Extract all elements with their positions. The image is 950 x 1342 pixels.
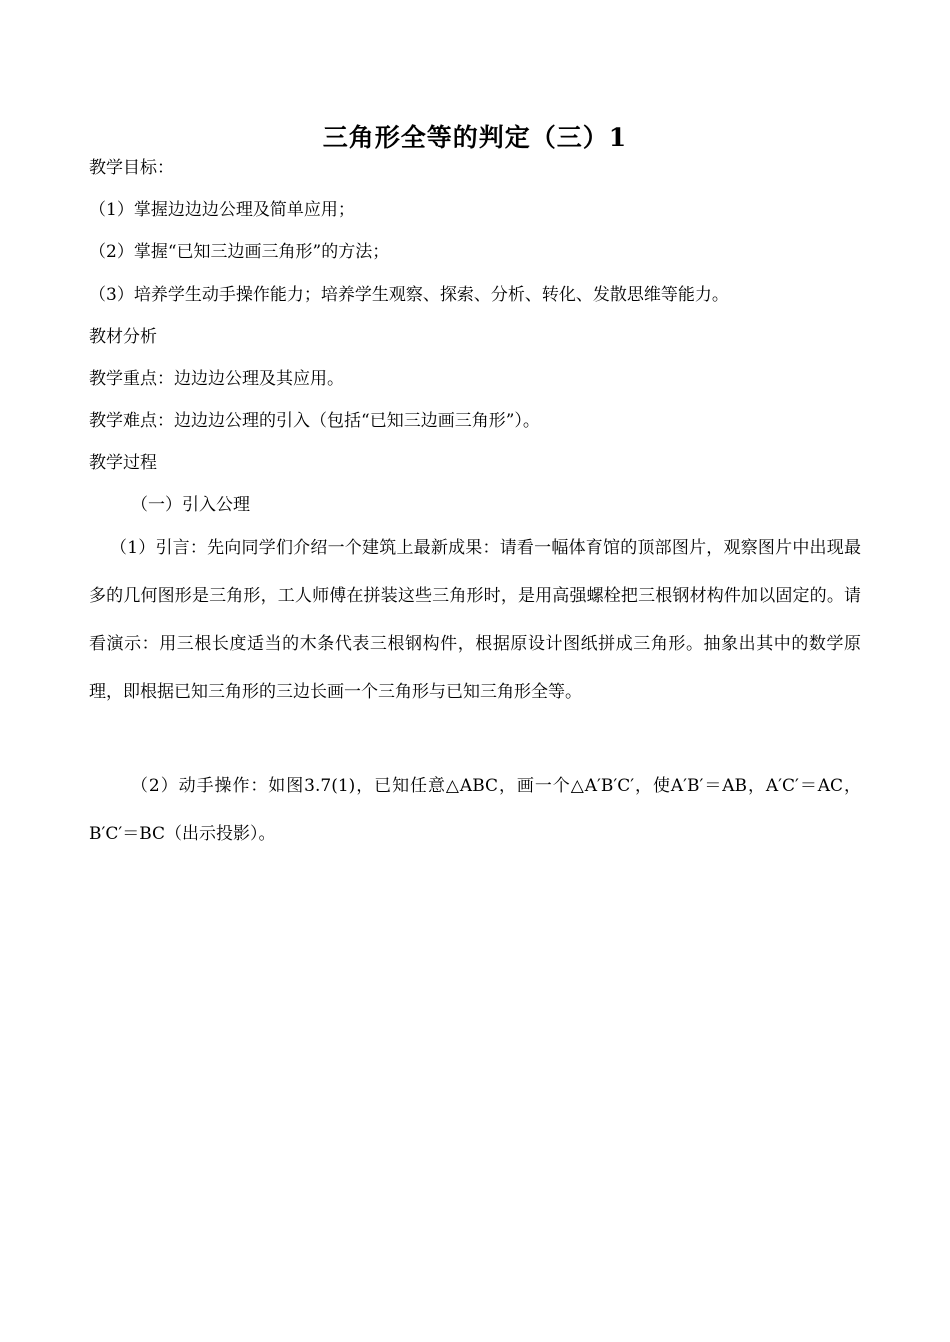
objective-item-3: （3）培养学生动手操作能力；培养学生观察、探索、分析、转化、发散思维等能力。 bbox=[89, 285, 729, 305]
intro-paragraph: （1）引言：先向同学们介绍一个建筑上最新成果：请看一幅体育馆的顶部图片，观察图片中出现最多的几何图形是三角形，工人师傅在拼装这些三角形时，是用高强螺栓把三根钢材构件加以固定的。请看演示：用三根长度适当的木条代表三根钢构件，根据原设计图纸拼成三角形。抽象出其中的数学原理，即根据已知三角形的三边长画一个三角形与已知三角形全等。 bbox=[89, 538, 861, 702]
hands-on-paragraph: （2）动手操作：如图3.7(1)，已知任意△ABC，画一个△A′B′C′，使A′B′＝AB，A′C′＝AC，B′C′＝BC（出示投影）。 bbox=[89, 776, 861, 844]
objectives-heading: 教学目标： bbox=[89, 158, 174, 178]
key-point: 教学重点：边边边公理及其应用。 bbox=[89, 369, 344, 389]
objective-item-1: （1）掌握边边边公理及简单应用； bbox=[89, 200, 355, 220]
objective-item-2: （2）掌握“已知三边画三角形”的方法； bbox=[89, 242, 390, 262]
process-heading: 教学过程 bbox=[89, 453, 157, 473]
analysis-heading: 教材分析 bbox=[89, 327, 157, 347]
document-title: 三角形全等的判定（三）1 bbox=[322, 123, 628, 152]
difficult-point: 教学难点：边边边公理的引入（包括“已知三边画三角形”）。 bbox=[89, 411, 540, 431]
section-heading-introduce-axiom: （一）引入公理 bbox=[131, 495, 250, 515]
